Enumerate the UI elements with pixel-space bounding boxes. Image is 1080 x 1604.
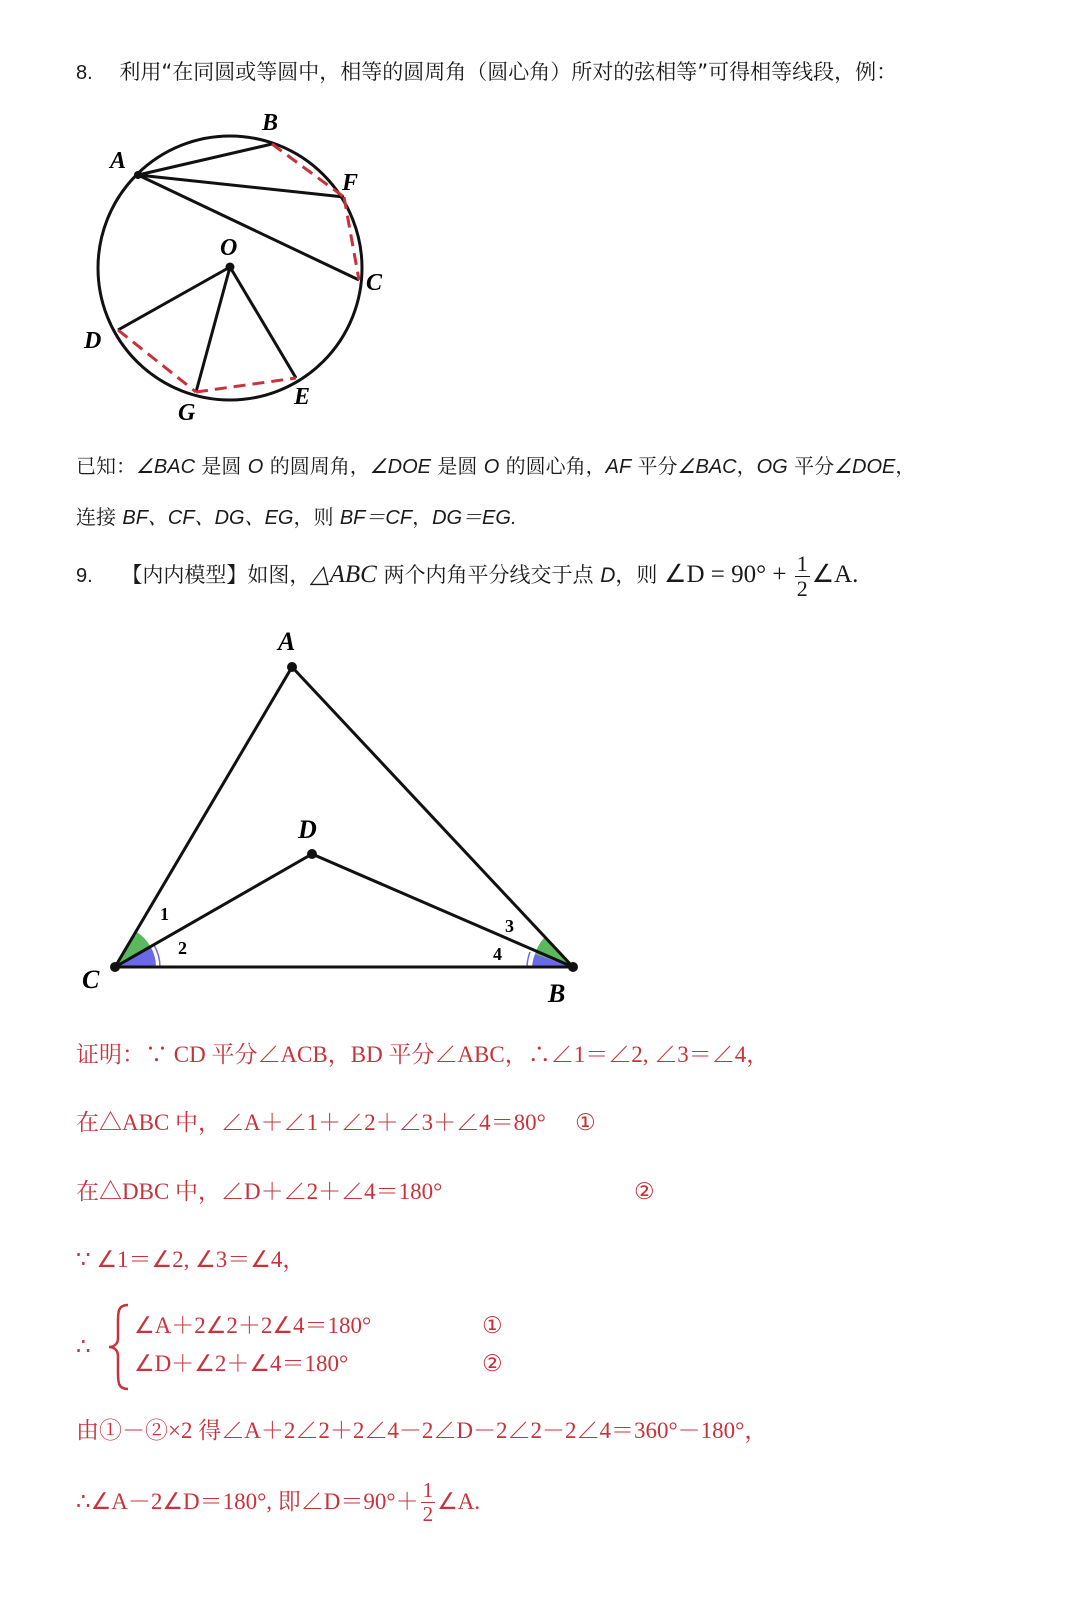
proof-text: ∠A＋2∠2＋2∠4＝180° [134, 1313, 372, 1338]
text: 的圆心角， [499, 454, 606, 478]
math: ∠DOE [834, 456, 896, 478]
triangle-figure [70, 620, 610, 1010]
text: 是圆 [430, 454, 484, 478]
equation-mark: ① [482, 1313, 503, 1338]
text: 已知： [76, 454, 136, 478]
math: ∠A. [811, 561, 859, 588]
numerator: 1 [422, 1478, 434, 1502]
text: ， [736, 454, 757, 478]
side-ab [292, 667, 573, 967]
text: 的圆周角， [263, 454, 370, 478]
text: ， [412, 505, 433, 529]
label-angle-2: 2 [178, 938, 187, 958]
radius-oe [230, 267, 296, 378]
math: BF＝CF [339, 507, 413, 529]
item-intro-text: 利用“在同圆或等圆中，相等的圆周角（圆心角）所对的弦相等”可得相等线段，例： [119, 60, 898, 84]
proof-line-1 [76, 1040, 769, 1070]
text: ， [895, 454, 916, 478]
radius-od [118, 267, 230, 330]
math: ∠BAC [677, 456, 737, 478]
math: ∠BAC [136, 456, 196, 478]
proof-text: 由①－②×2 得∠A＋2∠2＋2∠4－2∠D－2∠2－2∠4＝360°－180°， [76, 1418, 768, 1443]
proof-text: 证明：∵ CD 平分∠ACB，BD 平分∠ABC，∴∠1＝∠2, ∠3＝∠4， [76, 1042, 770, 1067]
dashed-dg [118, 330, 196, 392]
numerator: 1 [796, 550, 808, 576]
label-d: D [84, 328, 102, 354]
chord-ab [138, 144, 272, 175]
label-f: F [342, 170, 359, 196]
chord-af [138, 175, 344, 197]
math: O [247, 456, 264, 478]
point-a [134, 171, 142, 179]
math: OG [756, 456, 788, 478]
equation-mark: ② [634, 1179, 655, 1204]
item-8-intro [76, 58, 897, 87]
denominator: 2 [796, 575, 808, 601]
math: D [600, 564, 616, 587]
bisector-bd [312, 854, 573, 967]
point-b [568, 962, 578, 972]
proof-text: ∵ ∠1＝∠2, ∠3＝∠4， [76, 1247, 306, 1272]
system-eq-2 [134, 1349, 348, 1379]
system-eq-1-mark [482, 1311, 503, 1341]
radius-og [196, 267, 230, 392]
fraction [795, 550, 810, 601]
math: △ABC [310, 561, 377, 588]
label-o: O [220, 235, 238, 261]
math: O [483, 456, 500, 478]
system-eq-2-mark [482, 1349, 503, 1379]
given-line-1 [76, 452, 915, 481]
equation-mark: ① [575, 1110, 596, 1135]
angle-4-arc [527, 952, 530, 967]
proof-line-7 [76, 1476, 480, 1528]
label-b: B [548, 979, 566, 1008]
math: BF、CF、DG、EG [122, 507, 294, 529]
text: 是圆 [195, 454, 248, 478]
label-e: E [294, 384, 311, 410]
text: 连接 [76, 505, 123, 529]
item-number: 9. [76, 565, 93, 587]
point-o [226, 263, 235, 272]
label-c: C [82, 965, 100, 994]
label-c: C [366, 270, 383, 296]
text: 平分 [631, 454, 678, 478]
item-number: 8. [76, 62, 93, 84]
label-angle-3: 3 [505, 916, 514, 936]
text: ，则 [615, 563, 665, 587]
chord-ac [138, 175, 359, 280]
proof-line-6 [76, 1416, 767, 1446]
text: 如图， [247, 563, 311, 587]
math: ∠D = 90° + [664, 561, 793, 588]
fraction [421, 1480, 436, 1525]
proof-text: ∠A. [437, 1489, 481, 1514]
math: ∠DOE [369, 456, 431, 478]
text: ，则 [293, 505, 340, 529]
proof-text: ∴∠A－2∠D＝180°, 即∠D＝90°＋ [76, 1489, 419, 1514]
circle-figure [70, 100, 410, 430]
label-angle-1: 1 [160, 904, 169, 924]
equation-mark: ② [482, 1351, 503, 1376]
proof-line-3 [76, 1177, 442, 1207]
proof-text: ∠D＋∠2＋∠4＝180° [134, 1351, 349, 1376]
item-tag: 【内内模型】 [121, 563, 248, 587]
math: DG＝EG. [432, 507, 517, 529]
point-d [307, 849, 317, 859]
math: AF [605, 456, 632, 478]
dashed-cf [344, 197, 359, 280]
system-brace [106, 1302, 132, 1392]
point-c [110, 962, 120, 972]
proof-therefore [76, 1332, 91, 1362]
label-angle-4: 4 [493, 944, 502, 964]
label-a: A [278, 627, 296, 656]
proof-line-2 [76, 1108, 596, 1138]
label-d: D [298, 815, 317, 844]
text: 平分 [787, 454, 835, 478]
label-a: A [110, 148, 127, 174]
proof-text: 在△ABC 中，∠A＋∠1＋∠2＋∠3＋∠4＝80° [76, 1110, 546, 1135]
side-ca [115, 667, 292, 967]
therefore-symbol: ∴ [76, 1334, 91, 1359]
bisector-cd [115, 854, 312, 967]
text: 两个内角平分线交于点 [376, 563, 601, 587]
system-eq-1 [134, 1311, 371, 1341]
label-b: B [262, 110, 279, 136]
proof-line-3-mark [634, 1177, 655, 1207]
item-9-statement [76, 548, 858, 603]
proof-line-4 [76, 1245, 305, 1275]
given-line-2 [76, 503, 517, 532]
label-g: G [178, 400, 196, 426]
proof-text: 在△DBC 中，∠D＋∠2＋∠4＝180° [76, 1179, 443, 1204]
denominator: 2 [422, 1502, 434, 1526]
point-a [287, 662, 297, 672]
